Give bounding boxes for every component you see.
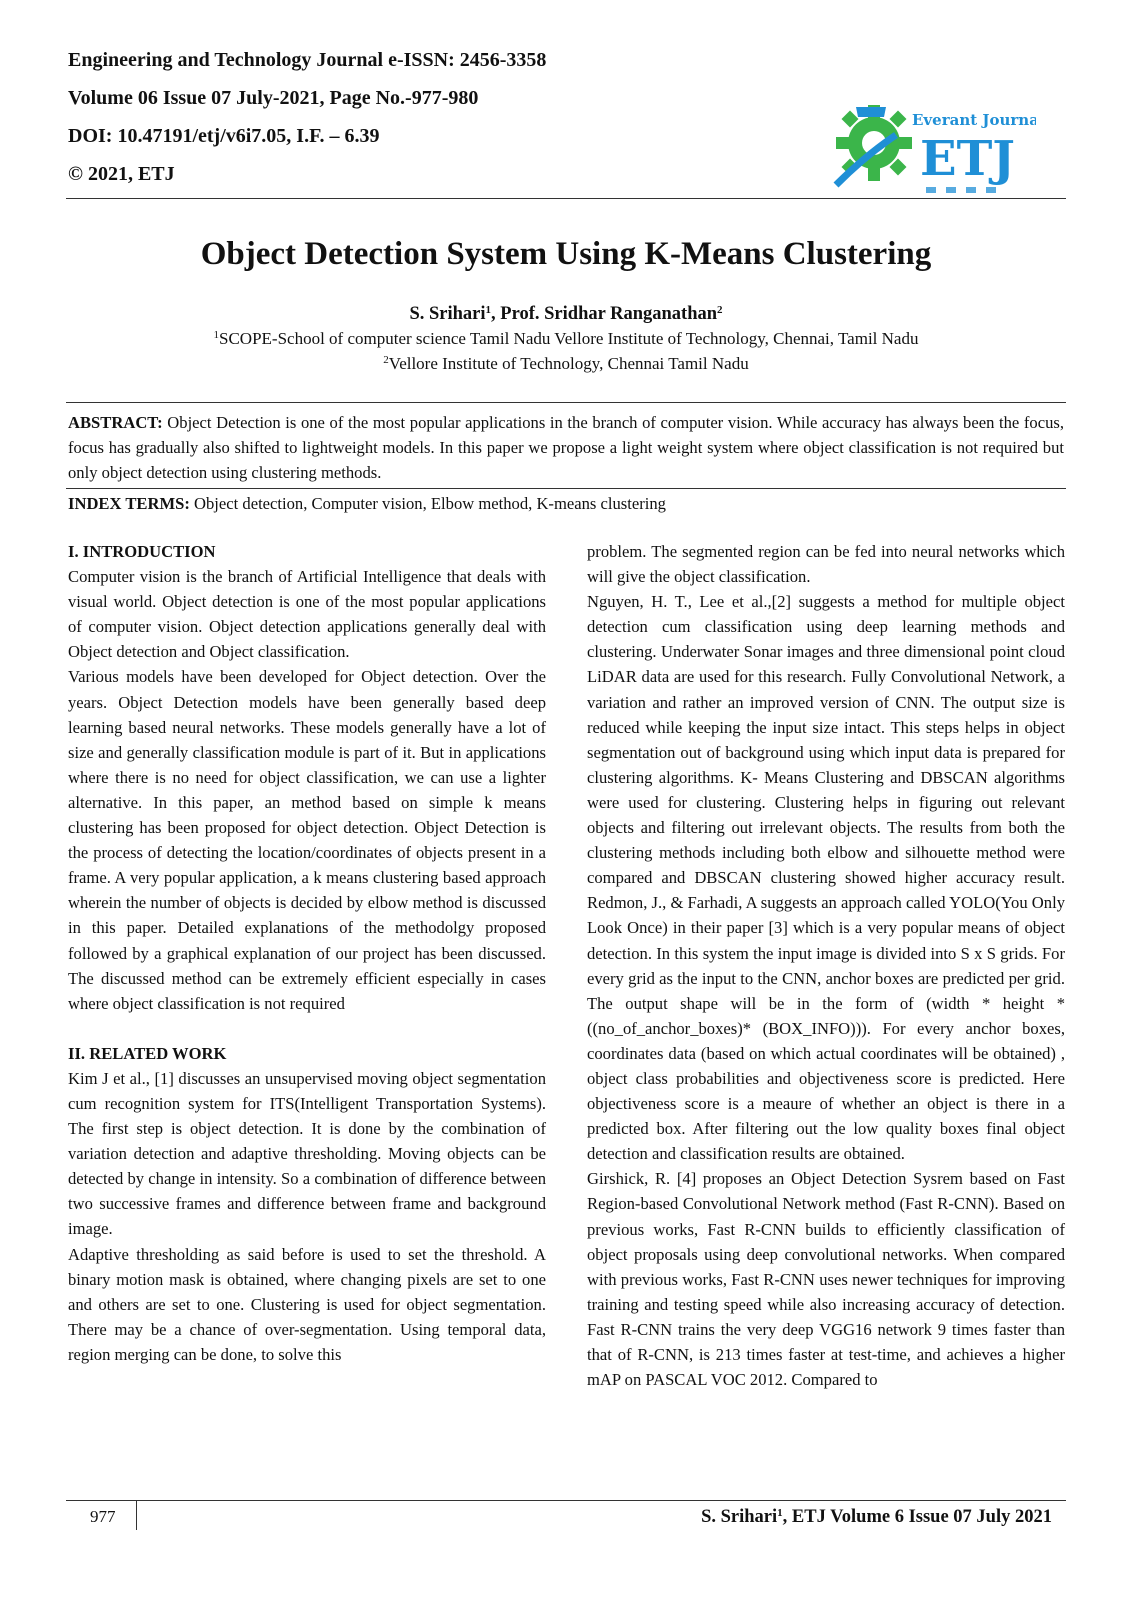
affiliation-1-sup: 1 — [213, 329, 220, 341]
footer-journal: , ETJ Volume 6 Issue 07 July 2021 — [782, 1507, 1052, 1527]
intro-paragraph-2: Various models have been developed for Object detection. Over the years. Object Detection models have been generally based deep learning based neural networks. These models generally have a lot of size and generally classification module is part of it. But in applications where there is no need for object classification, we can use a lighter alternative. In this paper, an method based on simple k means clustering has been proposed for object detection. Object Detection is the process of detecting the location/coordinates of objects present in a frame. A very popular application, a k means clustering based approach wherein the number of objects is decided by elbow method is discussed in this paper. Detailed explanations of the methodolgy proposed followed by a graphical explanation of our project has been discussed. The discussed method can be extremely efficient especially in cases where object classification is not required — [68, 667, 546, 1013]
index-terms — [68, 491, 1064, 516]
footer-rule — [66, 1500, 1066, 1501]
related-work-paragraph-1: Kim J et al., [1] discusses an unsupervised moving object segmentation cum recognition system for ITS(Intelligent Transportation Systems). The first step is object detection. It is done by the combination of variation detection and adaptive thresholding. Moving objects can be detected by change in intensity. So a combination of difference between two successive frames and difference between frame and background image. — [68, 1068, 546, 1239]
index-terms-text: Object detection, Computer vision, Elbow method, K-means clustering — [189, 494, 666, 513]
author-1: S. Srihari — [409, 304, 486, 324]
author-1-sup: 1 — [485, 304, 492, 316]
footer-author: S. Srihari — [701, 1507, 778, 1527]
footer-divider — [136, 1500, 137, 1530]
author-line — [0, 302, 1132, 326]
section-heading-related-work: II. RELATED WORK — [68, 1043, 227, 1063]
related-work-paragraph-2: Adaptive thresholding as said before is used to set the threshold. A binary motion mask is obtained, where changing pixels are set to one and others are set to one. Clustering is used for object segmentation. There may be a chance of over-segmentation. Using temporal data, region merging can be done, to solve this — [68, 1244, 546, 1364]
abstract-bottom-rule — [66, 488, 1066, 489]
author-2: Prof. Sridhar Ranganathan — [500, 304, 718, 324]
section-heading-introduction: I. INTRODUCTION — [68, 542, 216, 561]
related-work-paragraph-5: Girshick, R. [4] proposes an Object Detection Sysrem based on Fast Region-based Convolutional Network method (Fast R-CNN). Based on previous works, Fast R-CNN builds to efficiently classification of object proposals using deep convolutional networks. When compared with previous works, Fast R-CNN uses newer techniques for improving training and testing speed while also increasing accuracy of detection. Fast R-CNN trains the very deep VGG16 network 9 times faster than that of R-CNN, is 213 times faster at test-time, and achieves a higher mAP on PASCAL VOC 2012. Compared to — [587, 1169, 1065, 1390]
index-terms-label: INDEX TERMS: — [68, 494, 190, 513]
abstract-label: ABSTRACT: — [68, 413, 163, 432]
abstract-text: Object Detection is one of the most popular applications in the branch of computer vision. While accuracy has always been the focus, focus has gradually also shifted to lightweight models. In this paper we propose a light weight system where object classification is not required but only object detection using clustering methods. — [68, 413, 1064, 482]
journal-name: Engineering and Technology Journal e-ISSN: 2456-3358 — [68, 49, 547, 71]
etj-logo — [826, 95, 1036, 199]
affiliation-2-sup: 2 — [383, 354, 389, 366]
author-2-sup: 2 — [717, 304, 723, 316]
journal-volume: Volume 06 Issue 07 July-2021, Page No.-977-980 — [68, 87, 479, 109]
footer-citation — [701, 1506, 1052, 1528]
journal-doi: DOI: 10.47191/etj/v6i7.05, I.F. – 6.39 — [68, 125, 380, 147]
journal-copyright: © 2021, ETJ — [68, 163, 175, 185]
intro-paragraph-1: Computer vision is the branch of Artificial Intelligence that deals with visual world. Object detection is one of the most popular applications of computer vision. Object detection applications generally deal with Object detection and Object classification. — [68, 567, 546, 662]
affiliation-1-text: SCOPE-School of computer science Tamil Nadu Vellore Institute of Technology, Chennai, Tamil Nadu — [219, 329, 919, 348]
left-column — [68, 539, 546, 1367]
footer-sup: 1 — [777, 1507, 783, 1519]
related-work-paragraph-3: problem. The segmented region can be fed into neural networks which will give the object classification. — [587, 542, 1065, 587]
affiliation-2 — [0, 353, 1132, 375]
abstract — [68, 410, 1064, 485]
svg-text:ETJ: ETJ — [920, 131, 1016, 187]
etj-logo-icon — [826, 95, 1036, 199]
right-column — [587, 539, 1065, 1392]
abstract-top-rule — [66, 402, 1066, 403]
paper-title: Object Detection System Using K-Means Clustering — [200, 236, 932, 272]
affiliation-2-text: Vellore Institute of Technology, Chennai Tamil Nadu — [388, 354, 749, 373]
affiliation-1 — [0, 328, 1132, 350]
svg-text:Everant Journal: Everant Journal — [912, 111, 1036, 129]
journal-header — [68, 50, 628, 202]
page-number: 977 — [90, 1507, 116, 1526]
author-separator: , — [491, 304, 501, 324]
header-rule — [66, 198, 1066, 199]
related-work-paragraph-4: Nguyen, H. T., Lee et al.,[2] suggests a method for multiple object detection cum classification using deep learning methods and clustering. Underwater Sonar images and three dimensional point cloud LiDAR data are used for this research. Fully Convolutional Network, a variation and rather an improved version of CNN. The output size is reduced while keeping the input size intact. This steps helps in object segmentation out of background using which input data is prepared for clustering algorithms. K- Means Clustering and DBSCAN algorithms were used for clustering. Clustering helps in figuring out relevant objects and filtering out irrelevant objects. The results from both the clustering methods including both elbow and silhouette method were compared and DBSCAN clustering showed higher accuracy result. Redmon, J., & Farhadi, A suggests an approach called YOLO(You Only Look Once) in their paper [3] which is a very popular means of object detection. In this system the input image is divided into S x S grids. For every grid as the input to the CNN, anchor boxes are predicted per grid. The output shape will be in the form of (width * height *((no_of_anchor_boxes)* (BOX_INFO))). For every anchor boxes, coordinates data (based on which actual coordinates will be obtained) , object class probabilities and objectiveness score is predicted. Here objectiveness score is a meaure of whether an object is there in a predicted box. After filtering out the low quality boxes final object detection and classification results are obtained. — [587, 592, 1065, 1164]
